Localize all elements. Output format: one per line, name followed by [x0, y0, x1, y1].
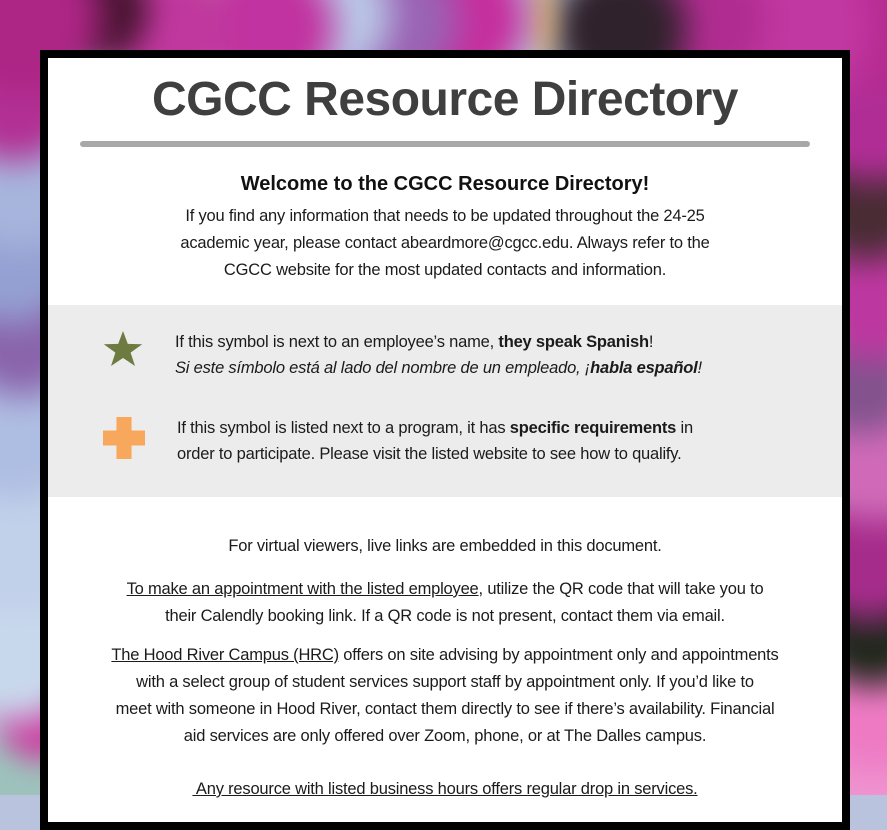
welcome-heading: Welcome to the CGCC Resource Directory! [240, 173, 650, 195]
hood-river-line-1 [78, 642, 812, 669]
requirements-legend-row [103, 415, 802, 467]
welcome-line-3: CGCC website for the most updated contacts and information. [223, 261, 667, 279]
spanish-es-pre: Si este símbolo está al lado del nombre de un empleado, ¡ [175, 359, 591, 377]
requirements-bold: specific requirements [509, 419, 677, 437]
appointment-underlined-text: To make an appointment with the listed employee [126, 580, 479, 598]
welcome-line-2: academic year, please contact abeardmore@cgcc.edu. Always refer to the [180, 234, 710, 252]
star-icon [103, 331, 143, 369]
welcome-paragraph [78, 203, 812, 284]
spanish-es-bold: habla español [590, 359, 698, 377]
spanish-legend-row [103, 329, 802, 381]
hood-river-underlined-text: The Hood River Campus (HRC) [111, 646, 339, 664]
spanish-en-pre: If this symbol is next to an employee’s name, [175, 333, 499, 351]
welcome-line-1: If you find any information that needs to be updated throughout the 24-25 [185, 207, 705, 225]
spanish-legend-line-es [175, 355, 702, 381]
hood-river-line-2: with a select group of student services support staff by appointment only. If you’d like to [136, 673, 754, 691]
appointment-line-2: their Calendly booking link. If a QR code is not present, contact them via email. [165, 607, 725, 625]
spanish-en-bold: they speak Spanish [498, 333, 649, 351]
requirements-legend-text [177, 415, 693, 467]
requirements-line-1 [177, 415, 693, 441]
requirements-pre: If this symbol is listed next to a program, it has [177, 419, 510, 437]
hood-river-note [78, 642, 812, 750]
spanish-en-post: ! [648, 333, 654, 351]
virtual-viewers-note: For virtual viewers, live links are embedded in this document. [228, 537, 662, 555]
spanish-legend-text [175, 329, 702, 381]
appointment-line-1 [78, 576, 812, 603]
hood-river-line-4: aid services are only offered over Zoom, phone, or at The Dalles campus. [183, 727, 707, 745]
resource-directory-document[interactable] [40, 50, 850, 830]
spanish-legend-line-en [175, 329, 702, 355]
spanish-es-post: ! [697, 359, 702, 377]
plus-icon [103, 417, 145, 459]
hood-river-rest: offers on site advising by appointment only and appointments [338, 646, 779, 664]
symbol-legend-box [48, 305, 842, 497]
appointment-note [78, 576, 812, 630]
requirements-post: in [676, 419, 693, 437]
title-divider [80, 141, 810, 147]
drop-in-note: Any resource with listed business hours offers regular drop in services. [192, 780, 698, 798]
appointment-rest: , utilize the QR code that will take you to [478, 580, 764, 598]
page-title: CGCC Resource Directory [151, 73, 738, 126]
requirements-line-2: order to participate. Please visit the listed website to see how to qualify. [177, 445, 682, 463]
hood-river-line-3: meet with someone in Hood River, contact them directly to see if there’s availability. Financial [115, 700, 775, 718]
